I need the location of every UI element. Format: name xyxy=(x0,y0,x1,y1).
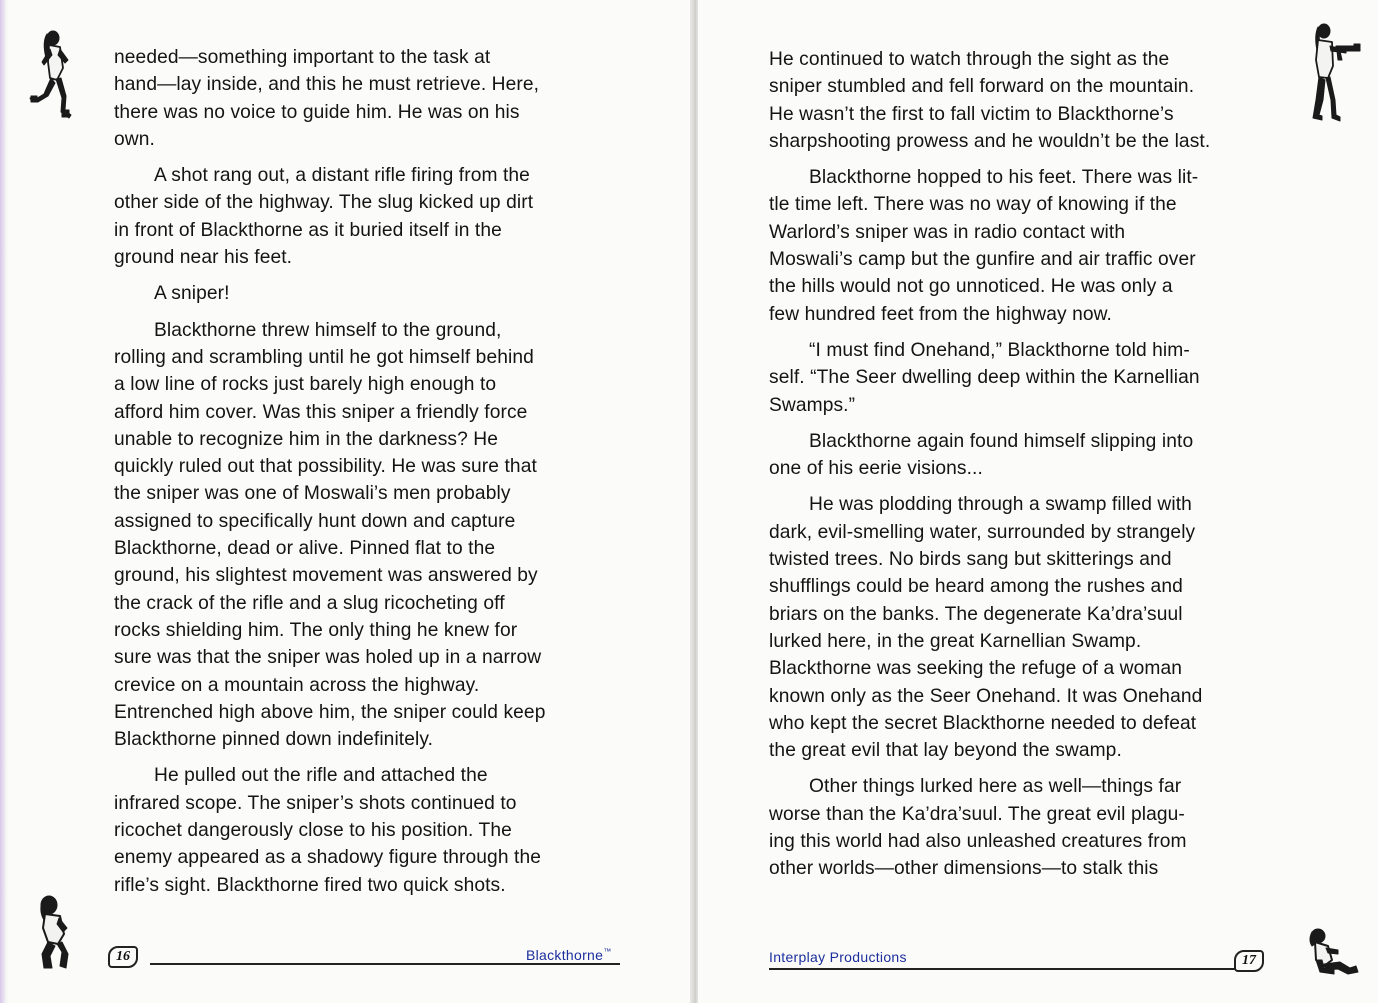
paragraph xyxy=(769,46,1274,155)
running-warrior-figure xyxy=(22,28,80,124)
text-line: A sniper! xyxy=(154,283,230,305)
text-line: enemy appeared as a shadowy figure through the xyxy=(114,847,542,869)
crouching-warrior-figure xyxy=(30,892,76,972)
text-line: Blackthorne, dead or alive. Pinned flat to the xyxy=(114,538,496,560)
text-line: He wasn’t the first to fall victim to Blackthorne’s xyxy=(769,103,1174,125)
text-line: He pulled out the rifle and attached the xyxy=(154,765,488,787)
text-line: own. xyxy=(114,128,155,150)
paragraph xyxy=(114,762,620,898)
running-head-left xyxy=(526,947,612,963)
text-line: worse than the Ka’dra’suul. The great evil plagu- xyxy=(769,803,1185,825)
text-line: few hundred feet from the highway now. xyxy=(769,303,1112,325)
text-line: unable to recognize him in the darkness? He xyxy=(114,428,499,450)
text-line: twisted trees. No birds sang but skitterings and xyxy=(769,549,1172,571)
paragraph xyxy=(114,44,620,153)
paragraph xyxy=(114,162,620,271)
left-page-text xyxy=(114,44,620,908)
text-line: Entrenched high above him, the sniper could keep xyxy=(114,701,546,723)
text-line: there was no voice to guide him. He was on his xyxy=(114,101,520,123)
text-line: one of his eerie visions... xyxy=(769,458,983,480)
left-page-edge xyxy=(0,0,9,1003)
running-head-title: Blackthorne xyxy=(526,947,604,963)
paragraph xyxy=(769,773,1274,882)
text-line: rifle’s sight. Blackthorne fired two quick shots. xyxy=(114,874,506,896)
running-head-right: Interplay Productions xyxy=(769,949,907,965)
text-line: Blackthorne hopped to his feet. There was lit- xyxy=(809,167,1199,189)
text-line: A shot rang out, a distant rifle firing from the xyxy=(154,165,530,187)
text-line: assigned to specifically hunt down and capture xyxy=(114,510,516,532)
text-line: hand—lay inside, and this he must retrieve. Here, xyxy=(114,74,540,96)
text-line: needed—something important to the task at xyxy=(114,47,491,68)
text-line: quickly ruled out that possibility. He was sure that xyxy=(114,456,537,478)
trademark-symbol: ™ xyxy=(603,947,612,956)
paragraph xyxy=(114,317,620,754)
text-line: Blackthorne again found himself slipping into xyxy=(809,430,1194,452)
text-line: the sniper was one of Moswali’s men probably xyxy=(114,483,511,505)
text-line: the crack of the rifle and a slug ricocheting off xyxy=(114,592,505,614)
paragraph xyxy=(769,337,1274,419)
text-line: ground near his feet. xyxy=(114,247,293,269)
paragraph xyxy=(769,428,1274,483)
text-line: lurked here, in the great Karnellian Swamp. xyxy=(769,630,1142,652)
text-line: tle time left. There was no way of knowing if the xyxy=(769,194,1177,216)
text-line: who kept the secret Blackthorne needed to defeat xyxy=(769,712,1197,734)
warrior-with-shotgun-figure xyxy=(1302,20,1364,126)
text-line: sharpshooting prowess and he wouldn’t be the last. xyxy=(769,130,1211,152)
text-line: He was plodding through a swamp filled with xyxy=(809,494,1192,516)
text-line: sniper stumbled and fell forward on the mountain. xyxy=(769,76,1195,98)
text-line: He continued to watch through the sight as the xyxy=(769,49,1170,70)
text-line: infrared scope. The sniper’s shots continued to xyxy=(114,792,517,814)
text-line: known only as the Seer Onehand. It was Onehand xyxy=(769,685,1203,707)
text-line: the hills would not go unnoticed. He was only a xyxy=(769,276,1173,298)
text-line: self. “The Seer dwelling deep within the Karnellian xyxy=(769,367,1200,389)
text-line: a low line of rocks just barely high enough to xyxy=(114,374,497,396)
text-line: other worlds—other dimensions—to stalk this xyxy=(769,858,1159,880)
kneeling-warrior-figure xyxy=(1304,926,1364,978)
paragraph xyxy=(114,280,620,307)
text-line: Blackthorne was seeking the refuge of a woman xyxy=(769,658,1183,680)
text-line: shufflings could be heard among the rushes and xyxy=(769,576,1183,598)
text-line: afford him cover. Was this sniper a friendly force xyxy=(114,401,528,423)
text-line: ground, his slightest movement was answered by xyxy=(114,565,538,587)
text-line: rocks shielding him. The only thing he knew for xyxy=(114,619,518,641)
text-line: Blackthorne threw himself to the ground, xyxy=(154,319,502,341)
text-line: Swamps.” xyxy=(769,394,856,416)
right-page-text xyxy=(769,46,1274,892)
text-line: “I must find Onehand,” Blackthorne told him- xyxy=(809,339,1190,361)
text-line: rolling and scrambling until he got himself behind xyxy=(114,346,534,368)
footer-rule-left xyxy=(150,963,620,965)
page-number-left: 16 xyxy=(108,946,138,968)
text-line: briars on the banks. The degenerate Ka’dra’suul xyxy=(769,603,1183,625)
text-line: crevice on a mountain across the highway. xyxy=(114,674,480,696)
text-line: ricochet dangerously close to his position. The xyxy=(114,820,512,842)
footer-rule-right xyxy=(769,968,1239,970)
text-line: dark, evil-smelling water, surrounded by strangely xyxy=(769,521,1196,543)
text-line: ing this world had also unleashed creatures from xyxy=(769,831,1187,853)
text-line: the great evil that lay beyond the swamp. xyxy=(769,740,1122,762)
text-line: Other things lurked here as well—things far xyxy=(809,776,1182,798)
text-line: Blackthorne pinned down indefinitely. xyxy=(114,729,434,751)
paragraph xyxy=(769,491,1274,764)
text-line: Warlord’s sniper was in radio contact with xyxy=(769,221,1126,243)
paragraph xyxy=(769,164,1274,328)
text-line: other side of the highway. The slug kicked up dirt xyxy=(114,192,534,214)
text-line: Moswali’s camp but the gunfire and air traffic over xyxy=(769,249,1196,271)
page-number-right: 17 xyxy=(1234,950,1264,972)
text-line: sure was that the sniper was holed up in a narrow xyxy=(114,647,542,669)
text-line: in front of Blackthorne as it buried itself in the xyxy=(114,219,502,241)
